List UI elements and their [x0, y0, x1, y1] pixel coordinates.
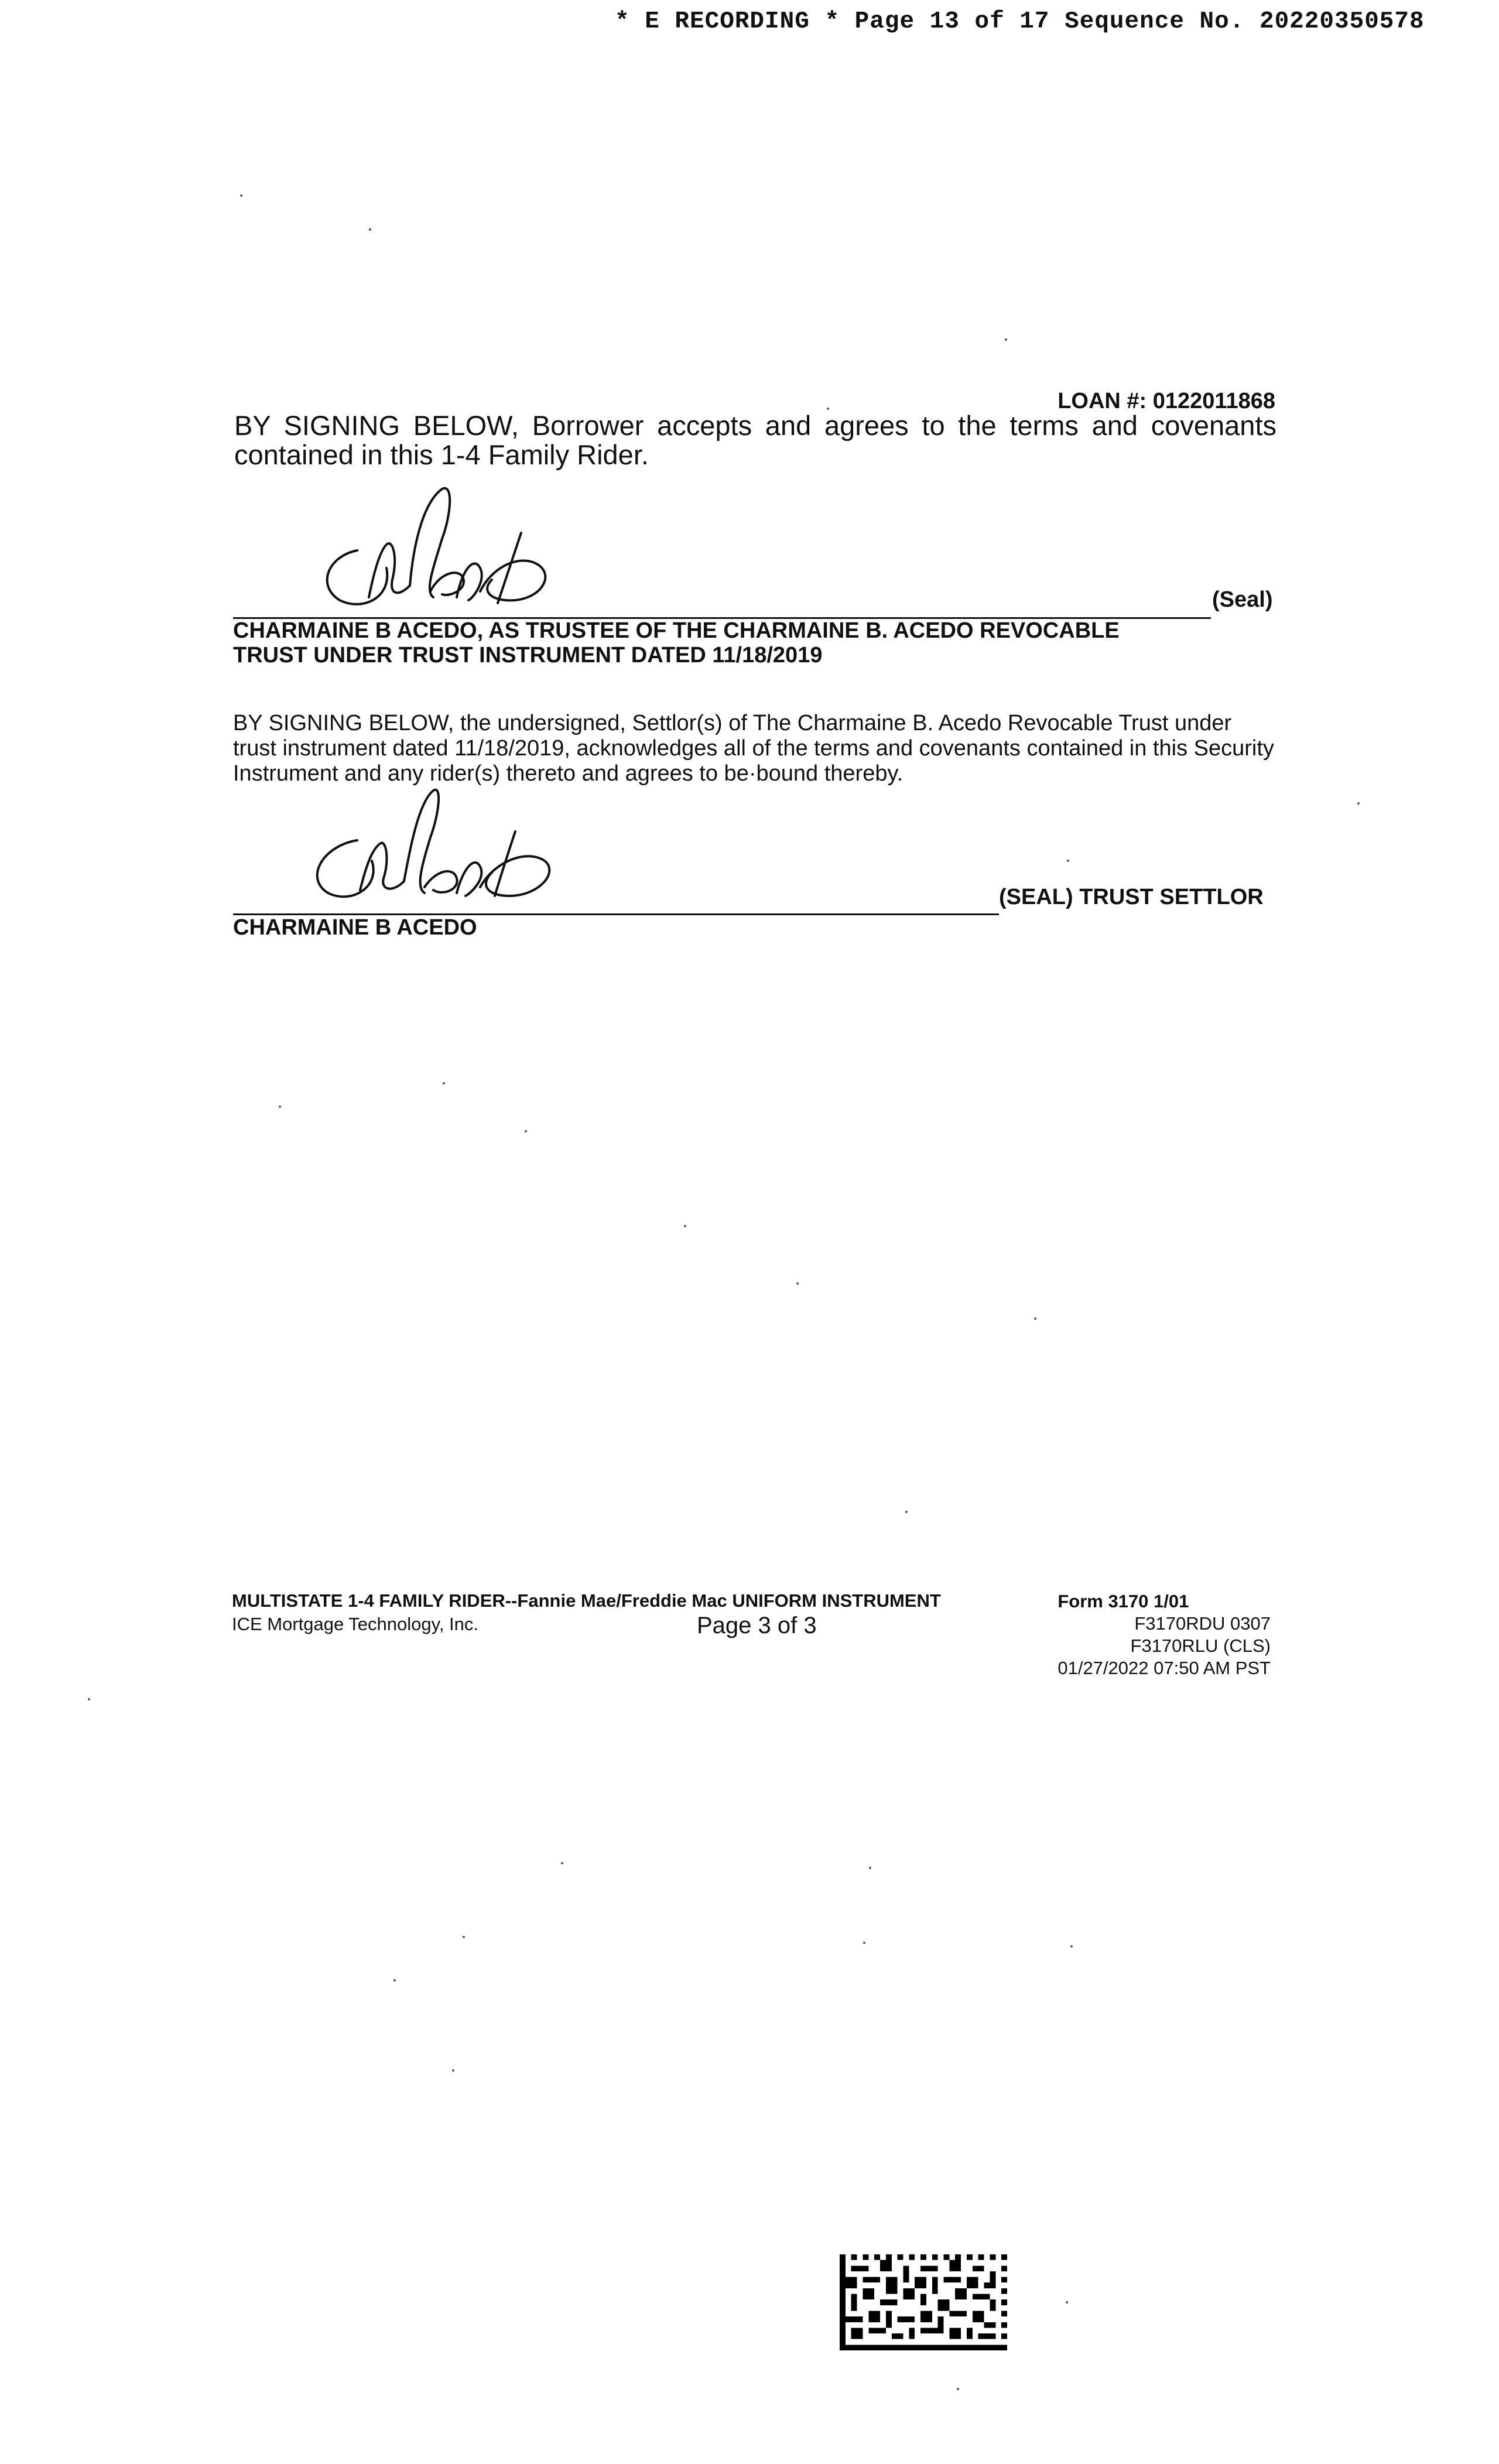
- scan-speck: [863, 1942, 865, 1944]
- scan-speck: [279, 1106, 281, 1108]
- scan-speck: [1067, 860, 1069, 862]
- settlor-seal-label: (SEAL) TRUST SETTLOR: [999, 885, 1264, 909]
- borrower-seal-label: (Seal): [1212, 587, 1273, 612]
- recording-banner: * E RECORDING * Page 13 of 17 Sequence No. 20220350578: [615, 8, 1425, 35]
- settlor-signature-image: [293, 785, 562, 908]
- borrower-signer-name-line-2: TRUST UNDER TRUST INSTRUMENT DATED 11/18/2019: [233, 643, 823, 668]
- scan-speck: [561, 1862, 563, 1864]
- borrower-signer-name: [233, 618, 1228, 668]
- scan-speck: [463, 1936, 465, 1938]
- datamatrix-barcode: [840, 2254, 1007, 2350]
- footer-form-codes: [1057, 1590, 1271, 1679]
- footer-form-id: Form 3170 1/01: [1057, 1591, 1189, 1611]
- scan-speck: [684, 1225, 686, 1227]
- scan-speck: [957, 2388, 959, 2390]
- borrower-signer-name-line-1: CHARMAINE B ACEDO, AS TRUSTEE OF THE CHARMAINE B. ACEDO REVOCABLE: [233, 618, 1120, 643]
- borrower-signature-image: [304, 480, 574, 615]
- scan-speck: [796, 1282, 799, 1285]
- scan-speck: [869, 1867, 871, 1869]
- footer-code-1: F3170RDU 0307: [1134, 1613, 1271, 1634]
- footer-page-number: Page 3 of 3: [697, 1613, 817, 1638]
- scan-speck: [452, 2069, 454, 2072]
- scan-speck: [1066, 2301, 1068, 2304]
- scan-speck: [1034, 1317, 1036, 1320]
- footer-company: ICE Mortgage Technology, Inc.: [232, 1614, 479, 1634]
- scan-speck: [88, 1698, 90, 1700]
- borrower-statement: BY SIGNING BELOW, Borrower accepts and agrees to the terms and covenants contained in this 1-4 Family Rider.: [234, 410, 1276, 470]
- footer-code-2: F3170RLU (CLS): [1130, 1635, 1271, 1656]
- scan-speck: [1005, 338, 1007, 341]
- scan-speck: [443, 1082, 445, 1084]
- loan-number: LOAN #: 0122011868: [1057, 389, 1275, 413]
- settlor-signer-name: CHARMAINE B ACEDO: [233, 915, 477, 940]
- settlor-statement: BY SIGNING BELOW, the undersigned, Settlor(s) of The Charmaine B. Acedo Revocable Trust under trust instrument dated 11/18/2019, acknowledges all of the terms and covenants contained in this Security Instrument and any rider(s) thereto and agrees to be·bound thereby.: [233, 711, 1274, 786]
- scan-speck: [369, 228, 371, 231]
- scan-speck: [1070, 1945, 1073, 1948]
- footer-form-title: MULTISTATE 1-4 FAMILY RIDER--Fannie Mae/Freddie Mac UNIFORM INSTRUMENT: [232, 1590, 941, 1611]
- scan-speck: [827, 408, 829, 410]
- footer-timestamp: 01/27/2022 07:50 AM PST: [1057, 1658, 1271, 1678]
- scan-speck: [1357, 802, 1360, 805]
- scan-speck: [905, 1511, 908, 1513]
- scan-speck: [240, 194, 242, 197]
- scan-speck: [525, 1130, 527, 1132]
- scan-speck: [393, 1979, 396, 1982]
